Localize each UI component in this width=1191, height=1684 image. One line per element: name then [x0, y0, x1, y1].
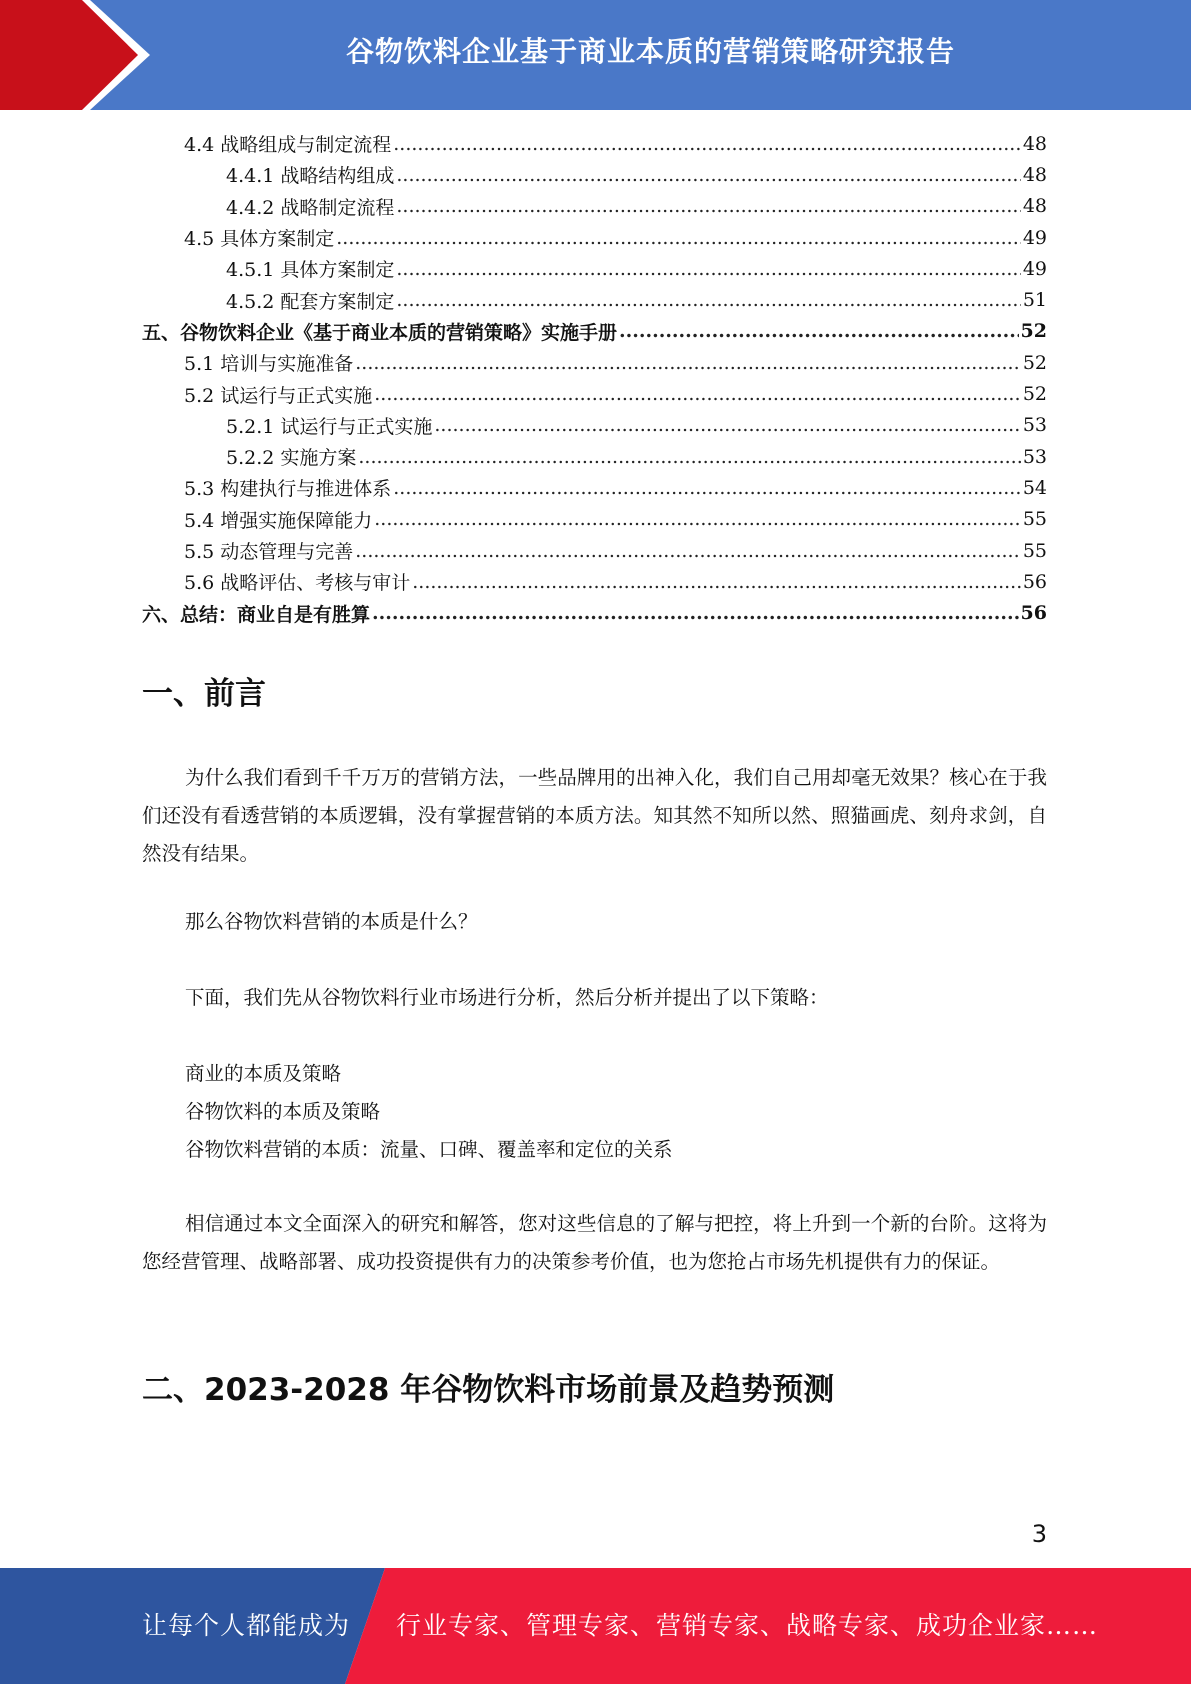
toc-entry-page: 55 — [1022, 508, 1047, 531]
toc-dot-leader — [374, 383, 1021, 405]
toc-entry[interactable] — [142, 566, 1047, 597]
toc-entry-page: 55 — [1022, 539, 1047, 562]
toc-entry[interactable] — [142, 472, 1047, 503]
preface-paragraph-1: 为什么我们看到千千万万的营销方法，一些品牌用的出神入化，我们自己用却毫无效果？核心在于我们还没有看透营销的本质逻辑，没有掌握营销的本质方法。知其然不知所以然、照猫画虎、刻舟求剑，自然没有结果。 — [142, 766, 1047, 865]
toc-entry-title: 4.5.2 配套方案制定 — [226, 290, 395, 313]
toc-entry-page: 52 — [1020, 320, 1047, 343]
toc-entry-page: 49 — [1022, 226, 1047, 249]
toc-dot-leader — [619, 320, 1019, 342]
toc-entry-title: 六、总结：商业自是有胜算 — [142, 603, 371, 626]
preface-paragraph-4: 相信通过本文全面深入的研究和解答，您对这些信息的了解与把控，将上升到一个新的台阶。这将为您经营管理、战略部署、成功投资提供有力的决策参考价值，也为您抢占市场先机提供有力的保证。 — [142, 1212, 1047, 1273]
toc-entry[interactable] — [142, 128, 1047, 159]
toc-dot-leader — [372, 602, 1019, 624]
page-header — [0, 0, 1191, 110]
toc-entry-title: 5.6 战略评估、考核与审计 — [184, 572, 411, 595]
toc-entry-page: 56 — [1022, 570, 1047, 593]
toc-entry-title: 4.5.1 具体方案制定 — [226, 259, 395, 282]
toc-entry[interactable] — [142, 410, 1047, 441]
toc-entry-title: 五、谷物饮料企业《基于商业本质的营销策略》实施手册 — [142, 321, 618, 344]
strategy-list-item: 谷物饮料的本质及策略 — [185, 1100, 381, 1123]
header-title: 谷物饮料企业基于商业本质的营销策略研究报告 — [345, 35, 955, 68]
toc-entry[interactable] — [142, 253, 1047, 284]
toc-entry[interactable] — [142, 597, 1047, 628]
toc-entry[interactable] — [142, 316, 1047, 347]
toc-entry[interactable] — [142, 535, 1047, 566]
toc-dot-leader — [393, 477, 1021, 499]
toc-entry-title: 5.2 试运行与正式实施 — [184, 384, 373, 407]
toc-entry[interactable] — [142, 222, 1047, 253]
toc-entry-page: 54 — [1022, 476, 1047, 499]
toc-dot-leader — [434, 414, 1020, 436]
strategy-list-item: 商业的本质及策略 — [185, 1062, 342, 1085]
toc-entry[interactable] — [142, 504, 1047, 535]
footer-slogan-left: 让每个人都能成为 — [142, 1611, 351, 1640]
toc-dot-leader — [358, 446, 1020, 468]
toc-entry-title: 5.4 增强实施保障能力 — [184, 509, 373, 532]
toc-entry-page: 51 — [1022, 289, 1047, 312]
page-footer — [0, 1568, 1191, 1684]
section-heading-market-forecast: 二、2023-2028 年谷物饮料市场前景及趋势预测 — [142, 1372, 835, 1408]
toc-entry[interactable] — [142, 441, 1047, 472]
toc-dot-leader — [355, 540, 1021, 562]
toc-dot-leader — [396, 258, 1020, 280]
toc-dot-leader — [336, 227, 1021, 249]
toc-dot-leader — [355, 352, 1021, 374]
footer-slogan-right: 行业专家、管理专家、营销专家、战略专家、成功企业家…… — [396, 1611, 1099, 1640]
table-of-contents — [142, 128, 1047, 629]
toc-entry-title: 4.4.2 战略制定流程 — [226, 196, 395, 219]
preface-paragraph-2: 那么谷物饮料营销的本质是什么？ — [185, 910, 478, 933]
toc-entry-title: 4.4 战略组成与制定流程 — [184, 134, 392, 157]
toc-dot-leader — [396, 289, 1020, 311]
toc-dot-leader — [396, 195, 1020, 217]
toc-entry-title: 5.1 培训与实施准备 — [184, 353, 354, 376]
toc-entry-title: 5.3 构建执行与推进体系 — [184, 478, 392, 501]
toc-entry-page: 53 — [1022, 414, 1047, 437]
toc-entry-page: 48 — [1022, 163, 1047, 186]
toc-entry-page: 52 — [1022, 383, 1047, 406]
toc-entry-page: 56 — [1020, 602, 1047, 625]
toc-entry-title: 5.2.1 试运行与正式实施 — [226, 415, 433, 438]
toc-dot-leader — [374, 508, 1021, 530]
toc-entry[interactable] — [142, 347, 1047, 378]
toc-entry-page: 48 — [1022, 132, 1047, 155]
toc-dot-leader — [393, 133, 1021, 155]
toc-dot-leader — [396, 164, 1020, 186]
toc-entry[interactable] — [142, 378, 1047, 409]
toc-entry-title: 4.5 具体方案制定 — [184, 228, 335, 251]
toc-entry-page: 48 — [1022, 195, 1047, 218]
page-number: 3 — [1031, 1520, 1047, 1548]
toc-entry-title: 4.4.1 战略结构组成 — [226, 165, 395, 188]
toc-entry-title: 5.5 动态管理与完善 — [184, 541, 354, 563]
toc-entry[interactable] — [142, 284, 1047, 315]
preface-paragraph-3: 下面，我们先从谷物饮料行业市场进行分析，然后分析并提出了以下策略： — [185, 986, 829, 1009]
toc-entry[interactable] — [142, 159, 1047, 190]
section-heading-preface: 一、前言 — [142, 676, 266, 712]
toc-entry-title: 5.2.2 实施方案 — [226, 447, 357, 470]
toc-dot-leader — [412, 571, 1021, 593]
toc-entry-page: 49 — [1022, 257, 1047, 280]
toc-entry-page: 53 — [1022, 445, 1047, 468]
strategy-list-item: 谷物饮料营销的本质：流量、口碑、覆盖率和定位的关系 — [185, 1138, 673, 1161]
toc-entry-page: 52 — [1022, 351, 1047, 374]
toc-entry[interactable] — [142, 191, 1047, 222]
